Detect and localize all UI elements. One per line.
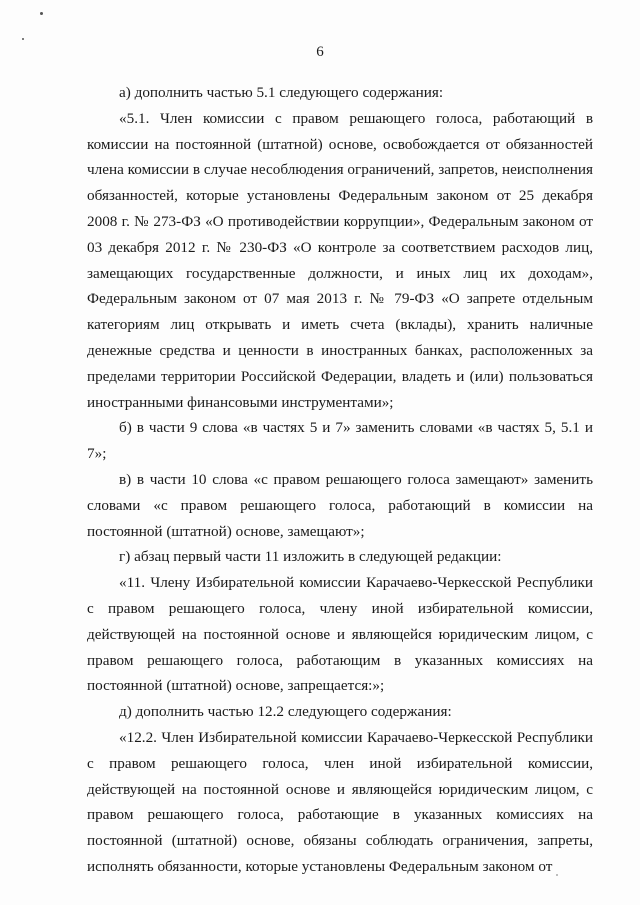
document-body — [87, 80, 593, 880]
paragraph: в) в части 10 слова «с правом решающего голоса замещают» заменить словами «с правом решающего голоса, работающий в комиссии на постоянной (штатной) основе, замещают»; — [87, 470, 593, 540]
paragraph: д) дополнить частью 12.2 следующего содержания: — [119, 703, 452, 721]
paragraph: б) в части 9 слова «в частях 5 и 7» заменить словами «в частях 5, 5.1 и 7»; — [87, 419, 593, 463]
paragraph: г) абзац первый части 11 изложить в следующей редакции: — [119, 548, 502, 566]
paragraph: «5.1. Член комиссии с правом решающего голоса, работающий в комиссии на постоянной (штатной) основе, освобождается от обязанностей члена комиссии в случае несоблюдения ограничений, запретов, неисполнения обязанностей, которые установлены Федеральным законом от 25 декабря 2008 г. № 273-ФЗ «О противодействии коррупции», Федеральным законом от 03 декабря 2012 г. № 230-ФЗ «О контроле за соответствием расходов лиц, замещающих государственные должности, и иных лиц их доходам», Федеральным законом от 07 мая 2013 г. № 79-ФЗ «О запрете отдельным категориям лиц открывать и иметь счета (вклады), хранить наличные денежные средства и ценности в иностранных банках, расположенных за пределами территории Российской Федерации, владеть и (или) пользоваться иностранными финансовыми инструментами»; — [87, 109, 593, 411]
scan-speck — [40, 12, 43, 15]
paragraph: а) дополнить частью 5.1 следующего содержания: — [119, 84, 444, 101]
paragraph: «12.2. Член Избирательной комиссии Карачаево-Черкесской Республики с правом решающего голоса, член иной избирательной комиссии, действующей на постоянной основе и являющейся юридическим лицом, с правом решающего голоса, работающие в указанных комиссиях на постоянной (штатной) основе, обязаны соблюдать ограничения, запреты, исполнять обязанности, которые установлены Федеральным законом от — [87, 728, 593, 875]
page-number: 6 — [316, 44, 324, 60]
scan-speck — [22, 38, 24, 40]
paragraph: «11. Члену Избирательной комиссии Карачаево-Черкесской Республики с правом решающего голоса, члену иной избирательной комиссии, действующей на постоянной основе и являющейся юридическим лицом, с правом решающего голоса, работающим в указанных комиссиях на постоянной (штатной) основе, запрещается:»; — [87, 574, 593, 695]
